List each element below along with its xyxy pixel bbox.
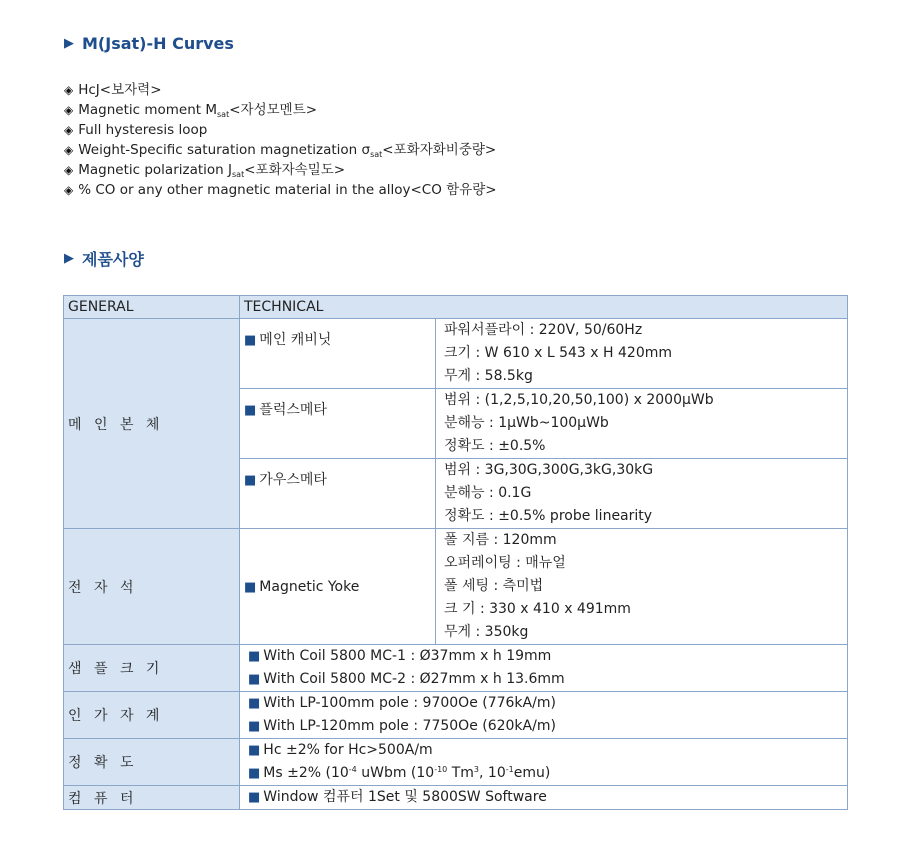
row-label-main: 메 인 본 체	[64, 319, 240, 529]
list-item-text: Magnetic moment $M_{sat}<$자성모멘트>	[78, 102, 318, 119]
spec-table	[63, 295, 848, 810]
sub-label-gauss: ■ 가우스메타	[240, 459, 436, 529]
square-bullet-icon: ■	[248, 743, 261, 758]
square-bullet-icon: ■	[244, 579, 257, 595]
header-general: GENERAL	[64, 296, 240, 319]
table-row	[64, 692, 848, 739]
square-bullet-icon: ■	[244, 403, 257, 418]
detail-cell: ■ Window 컴퓨터 1Set 및 5800SW Software	[240, 786, 848, 810]
header-technical: TECHNICAL	[240, 296, 848, 319]
diamond-bullet-icon: ◈	[64, 183, 74, 197]
table-row	[64, 739, 848, 786]
section-title-curves	[64, 34, 234, 53]
list-item-text: Magnetic polarization $J_{sat}<$포화자속밀도>	[78, 162, 346, 179]
table-row	[64, 645, 848, 692]
row-label-computer: 컴 퓨 터	[64, 786, 240, 810]
section-title-text: M(Jsat)-H Curves	[82, 34, 234, 53]
detail-cell: 범위 : 3G,30G,300G,3kG,30kG 분해능 : 0.1G 정확도 : ±0.5% probe linearity	[436, 459, 848, 529]
list-item	[64, 120, 497, 140]
row-label-field: 인 가 자 계	[64, 692, 240, 739]
list-item	[64, 160, 497, 180]
diamond-bullet-icon: ◈	[64, 103, 74, 117]
list-item-text: % CO or any other magnetic material in the alloy<CO 함유량>	[78, 182, 497, 198]
list-item-text: HcJ<보자력>	[78, 82, 162, 98]
square-bullet-icon: ■	[244, 473, 257, 488]
detail-cell: 폴 지름 : 120mm 오퍼레이팅 : 매뉴얼 폴 세팅 : 측미법 크 기 : 330 x 410 x 491mm 무게 : 350kg	[436, 529, 848, 645]
square-bullet-icon: ■	[248, 649, 261, 664]
sub-label-cabinet: ■ 메인 캐비닛	[240, 319, 436, 389]
square-bullet-icon: ■	[248, 790, 261, 805]
table-row	[64, 529, 848, 645]
sub-label-flux: ■ 플럭스메타	[240, 389, 436, 459]
triangle-marker-icon: ▶	[64, 36, 74, 51]
list-item-text: Weight-Specific saturation magnetization $\sigma_{sat}<$포화자화비중량>	[78, 142, 497, 159]
row-label-accuracy: 정 확 도	[64, 739, 240, 786]
row-label-sample: 샘 플 크 기	[64, 645, 240, 692]
detail-cell: ■ With Coil 5800 MC-1 : Ø37mm x h 19mm ■ With Coil 5800 MC-2 : Ø27mm x h 13.6mm	[240, 645, 848, 692]
list-item-text: Full hysteresis loop	[78, 122, 208, 138]
table-header-row	[64, 296, 848, 319]
list-item	[64, 180, 497, 200]
detail-cell: 범위 : (1,2,5,10,20,50,100) x 2000μWb 분해능 : 1μWb~100μWb 정확도 : ±0.5%	[436, 389, 848, 459]
triangle-marker-icon: ▶	[64, 251, 74, 266]
list-item	[64, 80, 497, 100]
table-row	[64, 319, 848, 389]
diamond-bullet-icon: ◈	[64, 143, 74, 157]
feature-list	[64, 80, 497, 200]
section-title-text: 제품사양	[82, 250, 144, 269]
detail-cell: ■ With LP-100mm pole : 9700Oe (776kA/m) ■ With LP-120mm pole : 7750Oe (620kA/m)	[240, 692, 848, 739]
list-item	[64, 100, 497, 120]
row-label-electromagnet: 전 자 석	[64, 529, 240, 645]
square-bullet-icon: ■	[248, 719, 261, 734]
square-bullet-icon: ■	[248, 766, 261, 781]
square-bullet-icon: ■	[248, 696, 261, 711]
sub-label-yoke: ■ Magnetic Yoke	[240, 529, 436, 645]
square-bullet-icon: ■	[244, 333, 257, 348]
section-title-specs	[64, 247, 144, 270]
table-row	[64, 786, 848, 810]
detail-cell: 파워서플라이 : 220V, 50/60Hz 크기 : W 610 x L 543 x H 420mm 무게 : 58.5kg	[436, 319, 848, 389]
detail-cell: ■ Hc ±2% for Hc>500A/m ■ Ms ±2% ($10^{-4}$ uWbm ($10^{-10}$ Tm$^3$, $10^{-1}emu$)	[240, 739, 848, 786]
diamond-bullet-icon: ◈	[64, 83, 74, 97]
diamond-bullet-icon: ◈	[64, 123, 74, 137]
list-item	[64, 140, 497, 160]
square-bullet-icon: ■	[248, 672, 261, 687]
diamond-bullet-icon: ◈	[64, 163, 74, 177]
